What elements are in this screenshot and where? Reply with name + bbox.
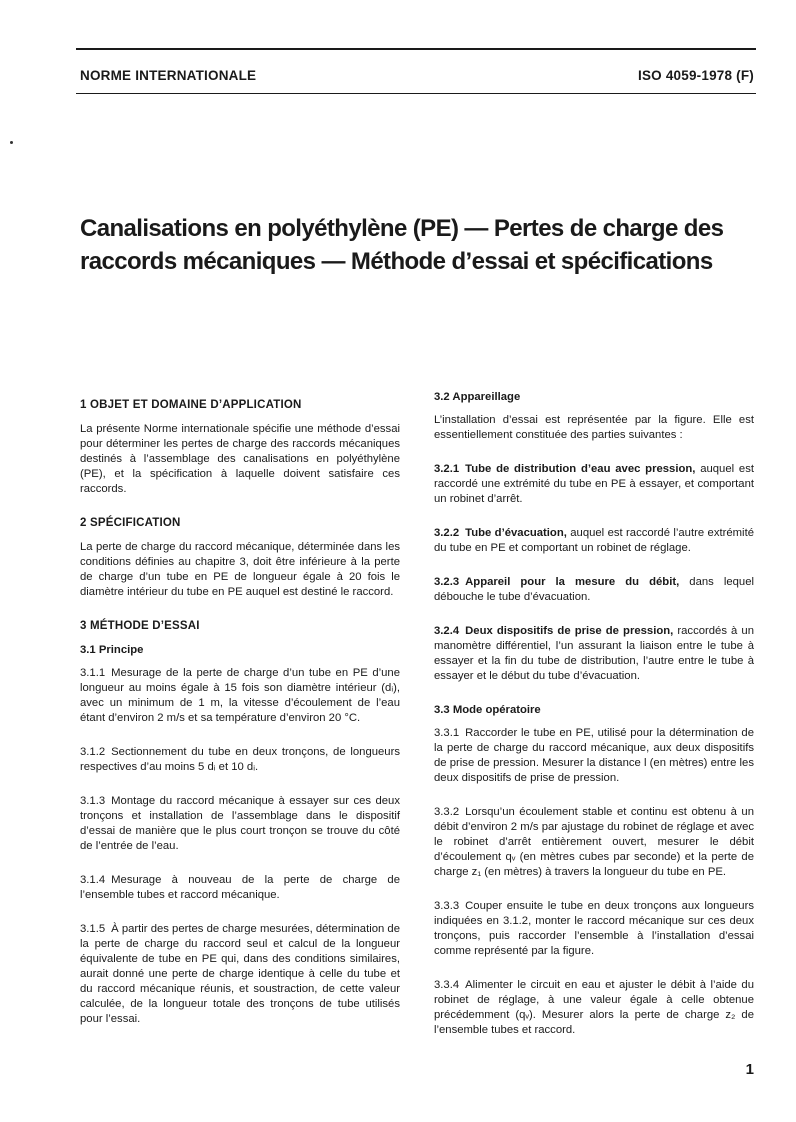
- clause-3-3-4: [434, 978, 754, 1038]
- clause-text: À partir des pertes de charge mesurées, détermination de la perte de charge du raccord seul et calcul de la longueur équivalente de tube en PE qui, dans des conditions similaires, aurait donné une perte de charge identique à celle du tube et du raccord mécanique réunis, et soustraction, de cette valeur calculée, de la longueur totale des tronçons de tube utilisés pour l’essai.: [80, 923, 400, 1025]
- section-3-1-heading: 3.1 Principe: [80, 644, 144, 656]
- clause-3-1-5: [80, 922, 400, 1027]
- clause-3-2-2: [434, 526, 754, 556]
- clause-text: Mesurage à nouveau de la perte de charge de l’ensemble tubes et raccord mécanique.: [80, 874, 400, 901]
- document-title: [80, 212, 760, 278]
- section-2-text: La perte de charge du raccord mécanique, déterminée dans les conditions définies au chapitre 3, doit être inférieure à la perte de charge d’un tube en PE de longueur égale à 20 fois le diamètre intérieur du tube en PE auquel est destiné le raccord.: [80, 541, 400, 598]
- standard-number: ISO 4059-1978 (F): [638, 68, 754, 83]
- clause-3-3-1: [434, 726, 754, 786]
- clause-number: 3.3.1: [434, 727, 460, 739]
- clause-3-2-1: [434, 462, 754, 507]
- clause-text: Montage du raccord mécanique à essayer sur ces deux tronçons et installation de l’assemblage dans le dispositif d’essai de manière que le plus court tronçon se trouve du côté de l’entrée de l’eau.: [80, 795, 400, 852]
- page-number: 1: [745, 1061, 754, 1078]
- standard-type-label: NORME INTERNATIONALE: [80, 68, 257, 83]
- clause-text: Mesurage de la perte de charge d’un tube en PE d’une longueur au moins égale à 15 fois son diamètre intérieur (dᵢ), avec un minimum de 1 m, la vitesse d’écoulement de l’eau étant d’environ 2 m/s et sa température d’environ 20 °C.: [80, 667, 400, 724]
- clause-text: Raccorder le tube en PE, utilisé pour la détermination de la perte de charge du raccord mécanique, aux deux dispositifs de prise de pression. Mesurer la distance l (en mètres) entre les deux dispositifs de prise de pression.: [434, 727, 754, 784]
- section-1-heading: 1 OBJET ET DOMAINE D’APPLICATION: [80, 399, 302, 411]
- title-line-2: raccords mécaniques — Méthode d’essai et spécifications: [80, 248, 713, 275]
- clause-term: Deux dispositifs de prise de pression,: [465, 625, 674, 637]
- clause-number: 3.2.3: [434, 576, 460, 588]
- clause-number: 3.1.5: [80, 923, 106, 935]
- clause-text: auquel est raccordé une extrémité du tube en PE à essayer, et comportant un robinet d’arrêt.: [434, 463, 754, 505]
- clause-text: Couper ensuite le tube en deux tronçons aux longueurs indiquées en 3.1.2, monter le raccord mécanique sur ces deux tronçons, puis raccorder l’ensemble à l’installation d’essai comme représenté par la figure.: [434, 900, 754, 957]
- clause-term: Appareil pour la mesure du débit,: [465, 576, 680, 588]
- clause-3-2-4: [434, 624, 754, 684]
- scan-speck: [10, 141, 13, 144]
- clause-text: Lorsqu’un écoulement stable et continu est obtenu à un débit d’environ 2 m/s par ajustage du robinet de réglage et avec le robinet d’arrêt entièrement ouvert, mesurer le débit d’écoulement qᵥ (en mètres cubes par seconde) et la perte de charge z₁ (en mètres) à travers la longueur du tube en PE.: [434, 806, 754, 878]
- clause-3-2-3: [434, 575, 754, 605]
- clause-3-3-2: [434, 805, 754, 880]
- clause-3-1-2: [80, 745, 400, 775]
- clause-number: 3.1.1: [80, 667, 106, 679]
- section-1-text: La présente Norme internationale spécifie une méthode d’essai pour déterminer les pertes de charge des raccords mécaniques destinés à l’assemblage des canalisations en polyéthylène (PE), et la spécification à laquelle doivent satisfaire ces raccords.: [80, 423, 400, 495]
- clause-number: 3.3.2: [434, 806, 460, 818]
- section-2-heading: 2 SPÉCIFICATION: [80, 517, 181, 529]
- clause-3-1-4: [80, 873, 400, 903]
- clause-number: 3.3.4: [434, 979, 460, 991]
- clause-number: 3.2.4: [434, 625, 460, 637]
- clause-number: 3.2.1: [434, 463, 460, 475]
- clause-3-1-1: [80, 666, 400, 726]
- left-column: [80, 390, 400, 1046]
- clause-number: 3.1.3: [80, 795, 106, 807]
- clause-text: raccordés à un manomètre différentiel, l’un assurant la liaison entre le tube à essayer et la fin du tube de distribution, l’autre entre le tube à essayer et le début du tube d’évacuation.: [434, 625, 754, 682]
- title-line-1: Canalisations en polyéthylène (PE) — Pertes de charge des: [80, 215, 724, 242]
- clause-number: 3.3.3: [434, 900, 460, 912]
- clause-text: auquel est raccordé l’autre extrémité du tube en PE et comportant un robinet de réglage.: [434, 527, 754, 554]
- clause-term: Tube d’évacuation,: [465, 527, 567, 539]
- header-rule: [76, 93, 756, 94]
- right-column: [434, 390, 754, 1055]
- section-3-heading: 3 MÉTHODE D’ESSAI: [80, 620, 200, 632]
- clause-3-3-3: [434, 899, 754, 959]
- section-3-2-text: L’installation d’essai est représentée par la figure. Elle est essentiellement constituée des parties suivantes :: [434, 414, 754, 441]
- top-rule: [76, 48, 756, 50]
- clause-number: 3.1.4: [80, 874, 106, 886]
- clause-term: Tube de distribution d’eau avec pression,: [465, 463, 696, 475]
- section-3-3-heading: 3.3 Mode opératoire: [434, 704, 541, 716]
- clause-3-1-3: [80, 794, 400, 854]
- clause-number: 3.1.2: [80, 746, 106, 758]
- clause-text: Alimenter le circuit en eau et ajuster le débit à l’aide du robinet de réglage, à une valeur égale à celle obtenue précédemment (qᵥ). Mesurer alors la perte de charge z₂ de l’ensemble tubes et raccord.: [434, 979, 754, 1036]
- section-3-2-heading: 3.2 Appareillage: [434, 391, 521, 403]
- clause-number: 3.2.2: [434, 527, 460, 539]
- clause-text: Sectionnement du tube en deux tronçons, de longueurs respectives d’au moins 5 dᵢ et 10 dᵢ.: [80, 746, 400, 773]
- clause-text: dans lequel débouche le tube d’évacuation.: [434, 576, 754, 603]
